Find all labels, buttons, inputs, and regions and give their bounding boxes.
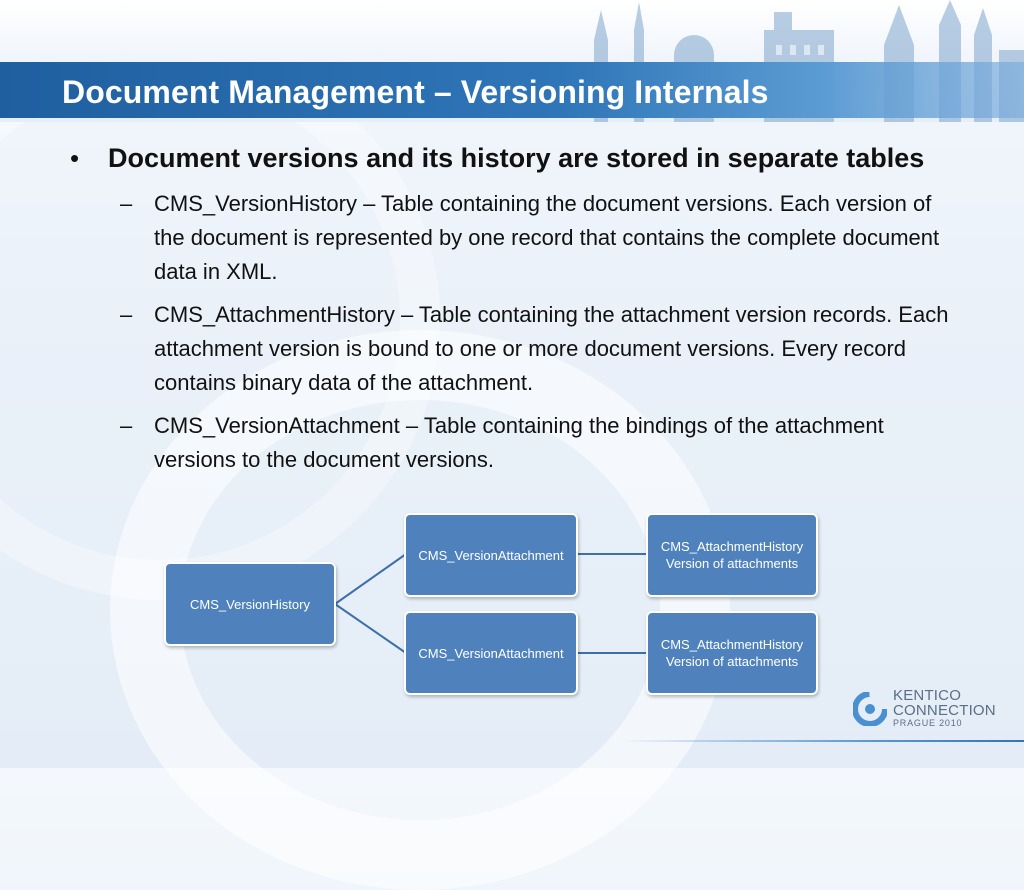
bottom-accent-line — [620, 740, 1024, 742]
node-label-line2: Version of attachments — [665, 556, 799, 571]
sub-bullet-text: CMS_AttachmentHistory – Table containing the attachment version records. Each attachment version is bound to one or more document versions. Every record contains binary data of the attachment. — [154, 302, 949, 395]
logo-line-connection: CONNECTION — [893, 702, 996, 719]
kentico-swirl-icon — [853, 692, 887, 726]
node-version-attachment-bottom — [404, 611, 578, 695]
slide-title: Document Management – Versioning Internals — [62, 74, 769, 110]
sub-bullet-version-attachment — [120, 409, 960, 477]
node-attachment-history-bottom — [646, 611, 818, 695]
logo-line-kentico: KENTICO — [893, 687, 962, 704]
sub-bullet-marker: – — [120, 302, 133, 327]
slide-header — [0, 0, 1024, 122]
main-bullet — [70, 138, 960, 179]
node-version-history — [164, 562, 336, 646]
node-label: CMS_VersionAttachment — [418, 547, 564, 563]
node-label-line1: CMS_AttachmentHistory — [660, 637, 804, 652]
slide-content — [70, 138, 960, 486]
node-label-line1: CMS_AttachmentHistory — [660, 539, 804, 554]
node-label: CMS_VersionAttachment — [418, 645, 564, 661]
sub-bullet-text: CMS_VersionHistory – Table containing the document versions. Each version of the document is represented by one record that contains the complete document data in XML. — [154, 191, 940, 284]
kentico-connection-logo — [853, 688, 996, 729]
sub-bullet-version-history — [120, 187, 960, 289]
node-version-attachment-top — [404, 513, 578, 597]
main-bullet-text: Document versions and its history are stored in separate tables — [108, 143, 925, 173]
node-attachment-history-top — [646, 513, 818, 597]
sub-bullet-marker: – — [120, 413, 133, 438]
sub-bullet-list — [120, 187, 960, 477]
node-label-line2: Version of attachments — [665, 654, 799, 669]
sub-bullet-marker: – — [120, 191, 133, 216]
node-label: CMS_VersionHistory — [190, 596, 310, 612]
sub-bullet-attachment-history — [120, 298, 960, 400]
sub-bullet-text: CMS_VersionAttachment – Table containing the bindings of the attachment versions to the document versions. — [154, 413, 884, 472]
bullet-marker: • — [70, 143, 80, 173]
logo-text — [893, 688, 996, 729]
logo-line-prague: PRAGUE 2010 — [893, 718, 963, 728]
